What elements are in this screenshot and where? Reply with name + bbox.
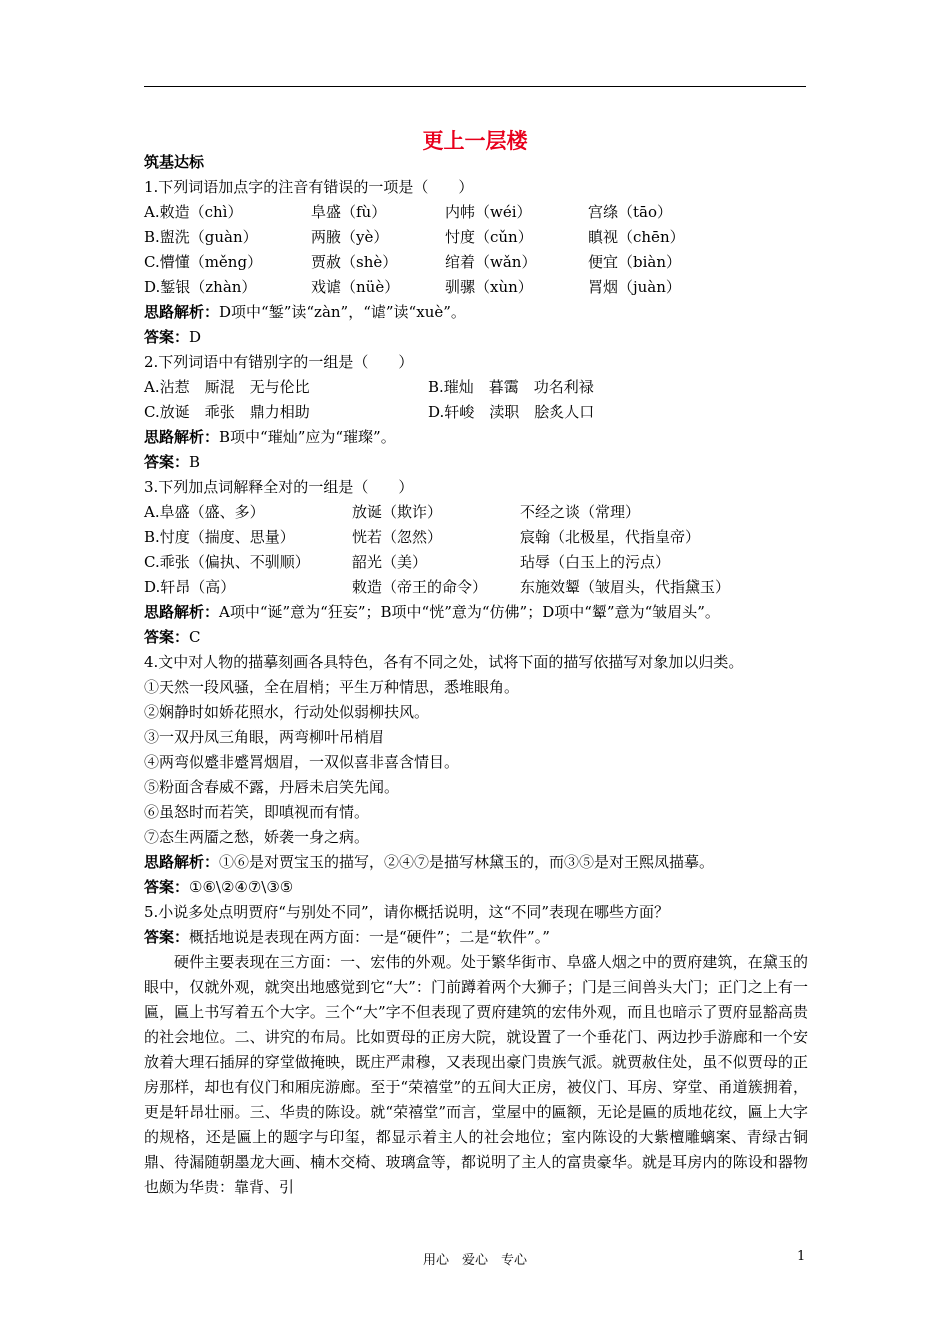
question-3-option-row <box>144 550 808 575</box>
question-3-option-row <box>144 500 808 525</box>
answer-text: C <box>189 628 201 646</box>
analysis-text: D项中“錾”读“zàn”，“谑”读“xuè”。 <box>219 303 466 321</box>
option-cell: C.放诞 乖张 鼎力相助 <box>144 403 310 421</box>
option-cell: 不经之谈（常理） <box>520 503 641 521</box>
option-cell: 放诞（欺诈） <box>352 503 443 521</box>
quote-item: ⑥虽怒时而若笑，即嗔视而有情。 <box>144 803 370 821</box>
answer-text: B <box>189 453 201 471</box>
question-4-answer <box>144 875 808 900</box>
option-cell: D.轩昂（高） <box>144 578 236 596</box>
question-5-stem: 5.小说多处点明贾府“与别处不同”，请你概括说明，这“不同”表现在哪些方面？ <box>144 903 669 921</box>
analysis-text: B项中“璀灿”应为“璀璨”。 <box>219 428 396 446</box>
quote-item: ③一双丹凤三角眼，两弯柳叶吊梢眉 <box>144 728 385 746</box>
option-cell: A.阜盛（盛、多） <box>144 503 265 521</box>
question-3-stem: 3.下列加点词解释全对的一组是（ ） <box>144 478 414 496</box>
question-5-answer <box>144 925 808 950</box>
quote-item: ②娴静时如娇花照水，行动处似弱柳扶风。 <box>144 703 430 721</box>
page-title: 更上一层楼 <box>422 129 528 153</box>
analysis-text: ①⑥是对贾宝玉的描写，②④⑦是描写林黛玉的，而③⑤是对王熙凤描摹。 <box>219 853 715 871</box>
quote-item: ⑦态生两靥之愁，娇袭一身之病。 <box>144 828 370 846</box>
answer-label: 答案： <box>144 878 190 896</box>
answer-text: ①⑥\②④⑦\③⑤ <box>189 878 294 896</box>
option-cell: 宫绦（tāo） <box>588 203 673 221</box>
option-cell: 东施效颦（皱眉头，代指黛玉） <box>520 578 731 596</box>
answer-text: 概括地说是表现在两方面：一是“硬件”；二是“软件”。” <box>189 928 550 946</box>
answer-label: 答案： <box>144 628 190 646</box>
page-footer: 用心 爱心 专心 <box>422 1253 527 1268</box>
question-3-answer <box>144 625 808 650</box>
analysis-label: 思路解析： <box>144 853 220 871</box>
document-body <box>144 150 808 1200</box>
option-cell: 驯骡（xùn） <box>445 278 533 296</box>
question-3-option-row <box>144 525 808 550</box>
option-cell: D.錾银（zhàn） <box>144 278 257 296</box>
option-cell: 内帏（wéi） <box>445 203 532 221</box>
option-cell: 绾着（wǎn） <box>445 253 537 271</box>
option-cell: 罥烟（juàn） <box>588 278 681 296</box>
question-2-answer <box>144 450 808 475</box>
option-cell: 戏谑（nüè） <box>311 278 400 296</box>
option-cell: C.懵懂（měng） <box>144 253 263 271</box>
quote-item: ①天然一段风骚，全在眉梢；平生万种情思，悉堆眼角。 <box>144 678 520 696</box>
question-1-option-row <box>144 250 808 275</box>
question-1-option-row <box>144 200 808 225</box>
option-cell: 便宜（biàn） <box>588 253 682 271</box>
question-1-stem: 1.下列词语加点字的注音有错误的一项是（ ） <box>144 178 474 196</box>
option-cell: 忖度（cǔn） <box>445 228 533 246</box>
answer-label: 答案： <box>144 928 190 946</box>
option-cell: B.璀灿 暮霭 功名利禄 <box>428 378 594 396</box>
answer-paragraph: 硬件主要表现在三方面：一、宏伟的外观。处于繁华街市、阜盛人烟之中的贾府建筑，在黛玉的眼中，仅就外观，就突出地感觉到它“大”：门前蹲着两个大狮子；门是三间兽头大门；正门之上有一匾，匾上书写着五个大字。三个“大”字不但表现了贾府建筑的宏伟外观，而且也暗示了贾府显豁高贵的社会地位。二、讲究的布局。比如贾母的正房大院，就设置了一个垂花门、两边抄手游廊和一个安放着大理石插屏的穿堂做掩映，既庄严肃穆，又表现出豪门贵族气派。就贾赦住处，虽不似贾母的正房那样，却也有仪门和厢庑游廊。至于“荣禧堂”的五间大正房，被仪门、耳房、穿堂、甬道簇拥着，更是轩昂壮丽。三、华贵的陈设。就“荣禧堂”而言，堂屋中的匾额，无论是匾的质地花纹，匾上大字的规格，还是匾上的题字与印玺，都显示着主人的社会地位；室内陈设的大紫檀雕螭案、青绿古铜鼎、待漏随朝墨龙大画、楠木交椅、玻璃盒等，都说明了主人的富贵豪华。就是耳房内的陈设和器物也颇为华贵：靠背、引 <box>144 953 808 1196</box>
option-cell: 阜盛（fù） <box>311 203 387 221</box>
question-2-option-row <box>144 400 808 425</box>
option-cell: B.忖度（揣度、思量） <box>144 528 295 546</box>
quote-item: ⑤粉面含春威不露，丹唇未启笑先闻。 <box>144 778 400 796</box>
analysis-text: A项中“诞”意为“狂妄”；B项中“恍”意为“仿佛”；D项中“颦”意为“皱眉头”。 <box>219 603 720 621</box>
option-cell: 韶光（美） <box>352 553 428 571</box>
option-cell: A.敕造（chì） <box>144 203 243 221</box>
question-1-option-row <box>144 225 808 250</box>
option-cell: C.乖张（偏执、不驯顺） <box>144 553 310 571</box>
option-cell: 恍若（忽然） <box>352 528 443 546</box>
answer-label: 答案： <box>144 328 190 346</box>
header-rule <box>144 86 806 87</box>
question-2-stem: 2.下列词语中有错别字的一组是（ ） <box>144 353 414 371</box>
quote-item: ④两弯似蹙非蹙罥烟眉，一双似喜非喜含情目。 <box>144 753 460 771</box>
question-2-option-row <box>144 375 808 400</box>
option-cell: 贾赦（shè） <box>311 253 398 271</box>
option-cell: B.盥洗（guàn） <box>144 228 258 246</box>
option-cell: 瞋视（chēn） <box>588 228 685 246</box>
question-3-analysis <box>144 600 808 625</box>
question-3-option-row <box>144 575 808 600</box>
option-cell: 宸翰（北极星，代指皇帝） <box>520 528 701 546</box>
question-4-analysis <box>144 850 808 875</box>
question-1-option-row <box>144 275 808 300</box>
option-cell: 玷辱（白玉上的污点） <box>520 553 671 571</box>
option-cell: D.轩峻 渎职 脍炙人口 <box>428 403 595 421</box>
question-2-analysis <box>144 425 808 450</box>
analysis-label: 思路解析： <box>144 428 220 446</box>
analysis-label: 思路解析： <box>144 303 220 321</box>
section-heading: 筑基达标 <box>144 153 205 171</box>
question-1-analysis <box>144 300 808 325</box>
answer-label: 答案： <box>144 453 190 471</box>
answer-text: D <box>189 328 202 346</box>
page-number: 1 <box>797 1249 806 1264</box>
question-4-stem: 4.文中对人物的描摹刻画各具特色，各有不同之处，试将下面的描写依描写对象加以归类。 <box>144 653 744 671</box>
question-1-answer <box>144 325 808 350</box>
option-cell: 两腋（yè） <box>311 228 389 246</box>
option-cell: A.沾惹 厮混 无与伦比 <box>144 378 310 396</box>
analysis-label: 思路解析： <box>144 603 220 621</box>
option-cell: 敕造（帝王的命令） <box>352 578 488 596</box>
